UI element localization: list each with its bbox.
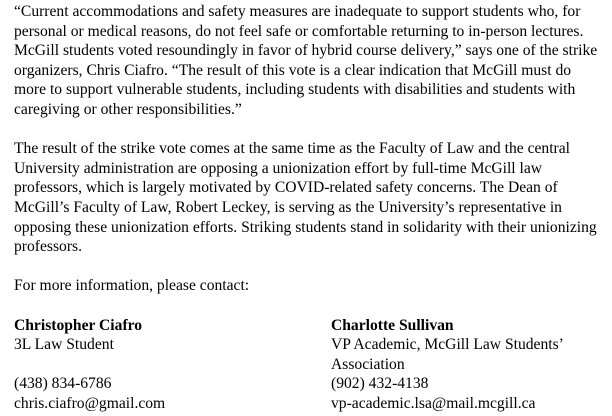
contact-phone: (438) 834-6786 xyxy=(14,375,112,393)
contact-intro: For more information, please contact: xyxy=(14,277,250,295)
contact-title: 3L Law Student xyxy=(14,336,114,354)
contact-phone: (902) 432-4138 xyxy=(331,375,429,393)
contact-email: chris.ciafro@gmail.com xyxy=(14,394,166,412)
contact-title-continued: Association xyxy=(331,355,405,373)
quote-paragraph: “Current accommodations and safety measures are inadequate to support students who, for personal or medical reasons, do not feel safe or comfortable returning to in-person lectures. McGill students voted resoundingly in favor of hybrid course delivery,” says one of the strike organizers, Chris Ciafro. “The result of this vote is a clear indication that McGill must do more to support vulnerable students, including students with disabilities and students with caregiving or other responsibilities.” xyxy=(14,3,598,118)
contact-email: vp-academic.lsa@mail.mcgill.ca xyxy=(331,394,536,412)
contact-title-spacer xyxy=(14,355,314,375)
contact-title: VP Academic, McGill Law Students’ xyxy=(331,336,564,354)
contact-card-sullivan xyxy=(331,316,591,414)
press-release-document xyxy=(14,2,606,416)
context-paragraph: The result of the strike vote comes at the same time as the Faculty of Law and the central University administration are opposing a unionization effort by full-time McGill law professors, which is largely motivated by COVID-related safety concerns. The Dean of McGill’s Faculty of Law, Robert Leckey, is serving as the University’s representative in opposing these unionization efforts. Striking students stand in solidarity with their unionizing professors. xyxy=(14,140,597,256)
contact-list xyxy=(14,316,606,416)
contact-card-ciafro xyxy=(14,316,314,414)
contact-name: Charlotte Sullivan xyxy=(331,316,454,334)
contact-name: Christopher Ciafro xyxy=(14,316,143,334)
